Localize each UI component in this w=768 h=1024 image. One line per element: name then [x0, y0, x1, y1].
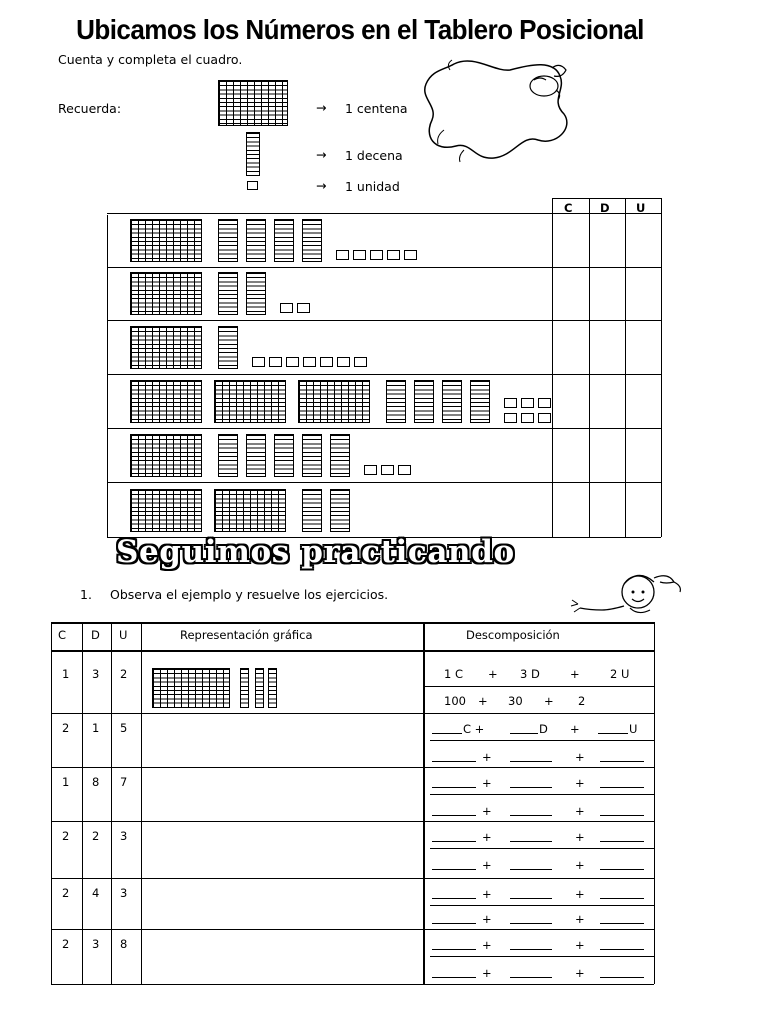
row-d-value: 2: [92, 829, 100, 843]
ten-rod: [218, 272, 238, 315]
ten-rod: [218, 219, 238, 262]
answer-blank[interactable]: [510, 898, 552, 899]
plus-sign: +: [482, 887, 492, 901]
unit-cube: [504, 413, 517, 423]
table1-border-top: [552, 198, 661, 199]
plus-sign: +: [482, 750, 492, 764]
ten-rod: [442, 380, 462, 423]
hundred-block: [130, 272, 202, 315]
plus-sign: +: [575, 966, 585, 980]
section-subtitle: Seguimos practicando: [116, 534, 515, 570]
table1-col-line: [625, 198, 626, 537]
row-u-value: 3: [120, 886, 128, 900]
unit-cube: [538, 413, 551, 423]
answer-blank[interactable]: [432, 787, 476, 788]
unit-cube: [297, 303, 310, 313]
plus-sign: +: [482, 912, 492, 926]
answer-blank[interactable]: [432, 869, 476, 870]
example-ten-rod: [255, 668, 264, 708]
table1-row-line: [107, 320, 661, 321]
unit-cube: [320, 357, 333, 367]
example-value-term: +: [478, 694, 488, 708]
row-c-value: 2: [62, 937, 70, 951]
table2-header-decomp: Descomposición: [466, 628, 560, 642]
answer-blank[interactable]: [600, 815, 644, 816]
row-u-value: 8: [120, 937, 128, 951]
row-d-value: 1: [92, 721, 100, 735]
answer-blank[interactable]: [510, 841, 552, 842]
instruction-remember: Recuerda:: [58, 101, 122, 116]
example-c: 1: [62, 667, 70, 681]
answer-blank[interactable]: [600, 949, 644, 950]
ten-rod: [414, 380, 434, 423]
answer-blank[interactable]: [600, 898, 644, 899]
example-decomp-term: 1 C: [444, 667, 464, 681]
table1-col-line: [589, 198, 590, 537]
row-c-value: 1: [62, 775, 70, 789]
unit-cube: [404, 250, 417, 260]
answer-blank[interactable]: [432, 733, 462, 734]
unit-cube: [521, 398, 534, 408]
unit-cube: [337, 357, 350, 367]
ten-rod: [330, 489, 350, 532]
hundred-block: [130, 434, 202, 477]
row-u-value: 5: [120, 721, 128, 735]
hundred-block: [214, 380, 286, 423]
example-decomp-term: 3 D: [520, 667, 540, 681]
example-u: 2: [120, 667, 128, 681]
table1-row-line: [107, 267, 661, 268]
answer-blank[interactable]: [510, 733, 538, 734]
row-mid-line: [430, 956, 654, 957]
row-d-value: 8: [92, 775, 100, 789]
answer-blank[interactable]: [432, 761, 476, 762]
answer-blank[interactable]: [600, 923, 644, 924]
row-d-value: 4: [92, 886, 100, 900]
plus-sign: +: [482, 966, 492, 980]
hundred-block-legend: [218, 80, 288, 126]
answer-blank[interactable]: [510, 815, 552, 816]
example-value-term: 100: [444, 694, 466, 708]
exercise-number: 1.: [80, 587, 92, 602]
plus-sign: +: [575, 938, 585, 952]
hundred-block: [298, 380, 370, 423]
arrow-icon: →: [316, 100, 327, 115]
plus-sign: +: [575, 750, 585, 764]
unit-cube: [398, 465, 411, 475]
table1-divider: [552, 198, 553, 537]
row-c-value: 2: [62, 886, 70, 900]
ten-rod: [246, 272, 266, 315]
hundred-block: [130, 489, 202, 532]
decomp-label-d: D: [539, 722, 548, 736]
instruction-count: Cuenta y completa el cuadro.: [58, 52, 243, 67]
unit-cube: [354, 357, 367, 367]
row-mid-line: [430, 740, 654, 741]
unit-cube: [381, 465, 394, 475]
table2-row-line: [51, 821, 654, 822]
answer-blank[interactable]: [432, 977, 476, 978]
example-decomp-term: 2 U: [610, 667, 630, 681]
table1-border-left: [107, 215, 108, 537]
plus-sign: +: [575, 804, 585, 818]
unit-cube: [353, 250, 366, 260]
table1-header-u: U: [636, 201, 646, 215]
row-mid-line: [430, 794, 654, 795]
plus-sign: +: [575, 887, 585, 901]
ten-rod: [386, 380, 406, 423]
answer-blank[interactable]: [510, 949, 552, 950]
table2-row-line: [51, 929, 654, 930]
plus-sign: +: [575, 858, 585, 872]
example-value-term: 2: [578, 694, 586, 708]
plus-sign: +: [575, 830, 585, 844]
row-c-value: 2: [62, 721, 70, 735]
unit-cube: [336, 250, 349, 260]
table2-col-line: [654, 622, 655, 984]
example-decomp-term: +: [570, 667, 580, 681]
arrow-icon: →: [316, 178, 327, 193]
table1-row-line: [107, 374, 661, 375]
unit-cube: [538, 398, 551, 408]
answer-blank[interactable]: [432, 949, 476, 950]
table2-header-d: D: [91, 628, 100, 642]
arrow-icon: →: [316, 147, 327, 162]
table2-row-line: [51, 984, 654, 985]
unit-cube: [521, 413, 534, 423]
example-decomp-term: +: [488, 667, 498, 681]
answer-blank[interactable]: [432, 841, 476, 842]
example-value-term: +: [544, 694, 554, 708]
row-u-value: 3: [120, 829, 128, 843]
answer-blank[interactable]: [432, 898, 476, 899]
answer-blank[interactable]: [600, 761, 644, 762]
row-c-value: 2: [62, 829, 70, 843]
hundred-block: [214, 489, 286, 532]
ten-rod: [302, 489, 322, 532]
table2-header-c: C: [58, 628, 67, 642]
decomp-label-u: U: [629, 722, 638, 736]
ten-rod: [246, 434, 266, 477]
answer-blank[interactable]: [600, 787, 644, 788]
row-mid-line: [430, 905, 654, 906]
answer-blank[interactable]: [598, 733, 628, 734]
hundred-block: [130, 326, 202, 369]
unit-cube-legend: [247, 181, 258, 190]
ten-rod-legend: [246, 132, 260, 176]
ten-rod: [218, 434, 238, 477]
unit-cube: [303, 357, 316, 367]
row-mid-line: [430, 848, 654, 849]
table2-row-line: [51, 622, 654, 624]
ten-rod: [218, 326, 238, 369]
page-title: Ubicamos los Números en el Tablero Posicional: [76, 14, 644, 45]
hundred-block: [130, 380, 202, 423]
table2-header-graphic: Representación gráfica: [180, 628, 313, 642]
plus-sign: +: [575, 912, 585, 926]
plus-sign: +: [482, 830, 492, 844]
example-value-term: 30: [508, 694, 523, 708]
plus-sign: +: [482, 938, 492, 952]
table1-row-line: [107, 482, 661, 483]
answer-blank[interactable]: [510, 869, 552, 870]
plus-sign: +: [570, 722, 580, 736]
plus-sign: +: [482, 804, 492, 818]
ten-rod: [274, 219, 294, 262]
plus-sign: +: [575, 776, 585, 790]
legend-decena: 1 decena: [345, 148, 403, 163]
answer-blank[interactable]: [510, 761, 552, 762]
table2-row-line: [51, 650, 654, 652]
row-u-value: 7: [120, 775, 128, 789]
unit-cube: [286, 357, 299, 367]
answer-blank[interactable]: [510, 977, 552, 978]
exercise-text: Observa el ejemplo y resuelve los ejercicios.: [110, 587, 389, 602]
decomp-label-c: C +: [463, 722, 485, 736]
ten-rod: [302, 434, 322, 477]
plus-sign: +: [482, 776, 492, 790]
table1-row-line: [107, 428, 661, 429]
ten-rod: [470, 380, 490, 423]
unit-cube: [370, 250, 383, 260]
ten-rod: [330, 434, 350, 477]
unit-cube: [269, 357, 282, 367]
answer-blank[interactable]: [432, 815, 476, 816]
example-ten-rod: [240, 668, 249, 708]
table1-header-c: C: [564, 201, 573, 215]
unit-cube: [504, 398, 517, 408]
example-inner-line: [423, 686, 654, 687]
hundred-block: [130, 219, 202, 262]
table1-row-line: [107, 213, 661, 214]
table2-row-line: [51, 878, 654, 879]
ten-rod: [302, 219, 322, 262]
unit-cube: [252, 357, 265, 367]
unit-cube: [280, 303, 293, 313]
example-hundred-block: [152, 668, 230, 708]
plus-sign: +: [482, 858, 492, 872]
ten-rod: [274, 434, 294, 477]
legend-centena: 1 centena: [345, 101, 408, 116]
answer-blank[interactable]: [432, 923, 476, 924]
girl-character-illustration: [568, 568, 692, 624]
table2-header-u: U: [119, 628, 128, 642]
table2-row-line: [51, 713, 654, 714]
table1-border-right: [661, 198, 662, 537]
unit-cube: [387, 250, 400, 260]
answer-blank[interactable]: [600, 977, 644, 978]
example-d: 3: [92, 667, 100, 681]
table1-header-d: D: [600, 201, 610, 215]
answer-blank[interactable]: [600, 869, 644, 870]
answer-blank[interactable]: [510, 787, 552, 788]
table2-row-line: [51, 767, 654, 768]
star-character-illustration: [414, 50, 584, 168]
answer-blank[interactable]: [510, 923, 552, 924]
legend-unidad: 1 unidad: [345, 179, 400, 194]
ten-rod: [246, 219, 266, 262]
unit-cube: [364, 465, 377, 475]
answer-blank[interactable]: [600, 841, 644, 842]
row-d-value: 3: [92, 937, 100, 951]
example-ten-rod: [268, 668, 277, 708]
